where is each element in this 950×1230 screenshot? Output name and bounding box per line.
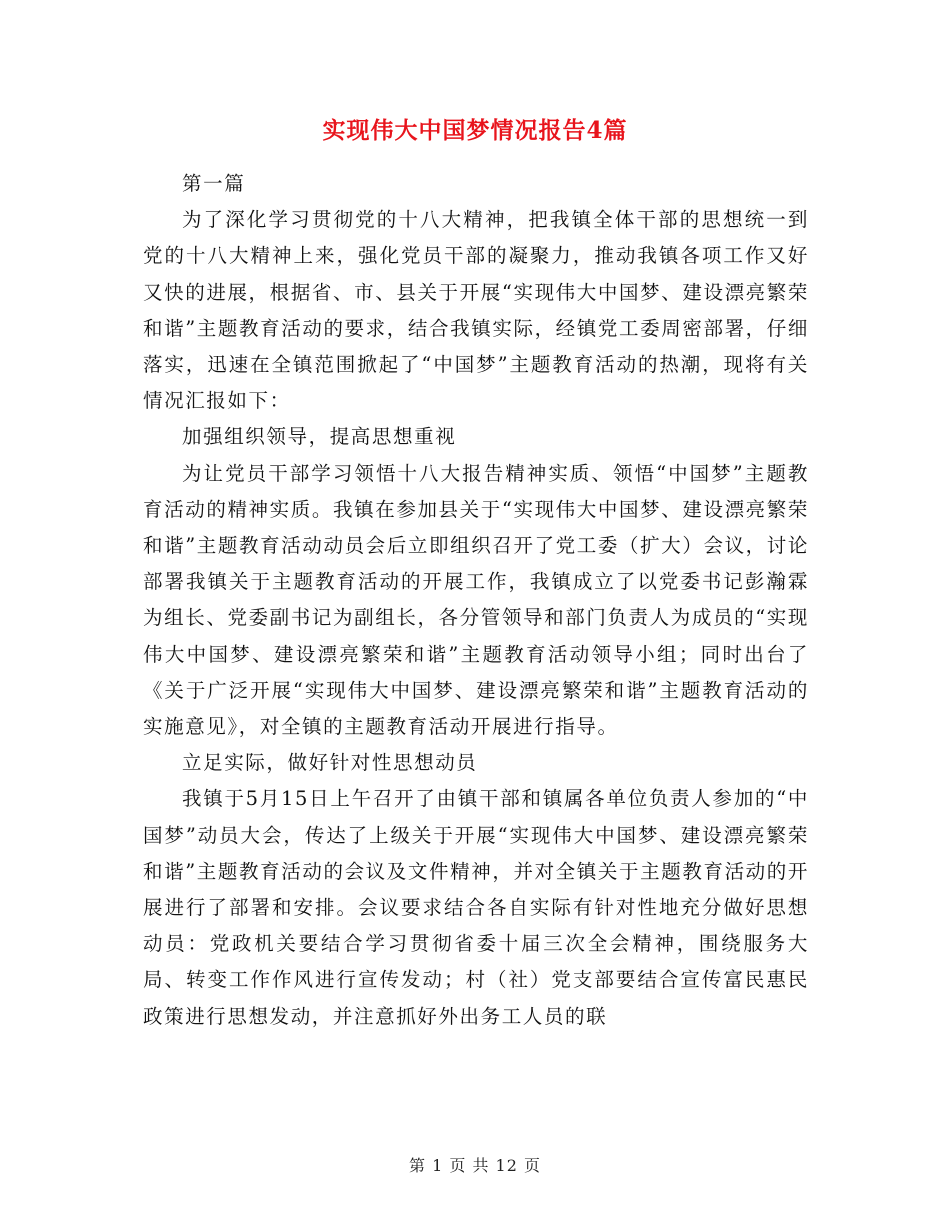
subheading: 加强组织领导，提高思想重视	[182, 425, 457, 449]
document-body	[143, 166, 809, 1035]
document-title: 实现伟大中国梦情况报告4篇	[322, 117, 628, 144]
body-paragraph: 我镇于5月15日上午召开了由镇干部和镇属各单位负责人参加的“中国梦”动员大会，传达了上级关于开展“实现伟大中国梦、建设漂亮繁荣和谐”主题教育活动的会议及文件精神，并对全镇关于主题教育活动的开展进行了部署和安排。会议要求结合各自实际有针对性地充分做好思想动员：党政机关要结合学习贯彻省委十届三次全会精神，围绕服务大局、转变工作作风进行宣传发动；村（社）党支部要结合宣传富民惠民政策进行思想发动，并注意抓好外出务工人员的联	[143, 787, 809, 1028]
body-paragraph: 为让党员干部学习领悟十八大报告精神实质、领悟“中国梦”主题教育活动的精神实质。我镇在参加县关于“实现伟大中国梦、建设漂亮繁荣和谐”主题教育活动动员会后立即组织召开了党工委（扩大）会议，讨论部署我镇关于主题教育活动的开展工作，我镇成立了以党委书记彭瀚霖为组长、党委副书记为副组长，各分管领导和部门负责人为成员的“实现伟大中国梦、建设漂亮繁荣和谐”主题教育活动领导小组；同时出台了《关于广泛开展“实现伟大中国梦、建设漂亮繁荣和谐”主题教育活动的实施意见》，对全镇的主题教育活动开展进行指导。	[143, 461, 809, 739]
body-paragraph: 为了深化学习贯彻党的十八大精神，把我镇全体干部的思想统一到党的十八大精神上来，强化党员干部的凝聚力，推动我镇各项工作又好又快的进展，根据省、市、县关于开展“实现伟大中国梦、建设漂亮繁荣和谐”主题教育活动的要求，结合我镇实际，经镇党工委周密部署，仔细落实，迅速在全镇范围掀起了“中国梦”主题教育活动的热潮，现将有关情况汇报如下：	[143, 208, 809, 413]
page-number-footer: 第 1 页 共 12 页	[409, 1156, 541, 1175]
subheading: 立足实际，做好针对性思想动员	[182, 751, 478, 775]
section-heading: 第一篇	[182, 172, 246, 195]
